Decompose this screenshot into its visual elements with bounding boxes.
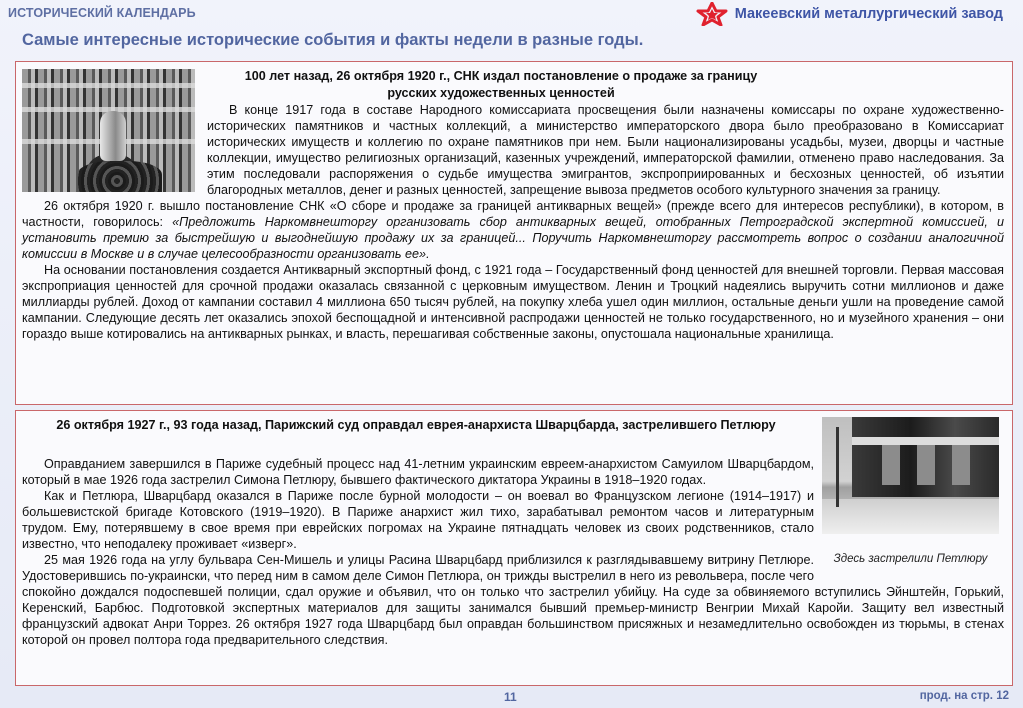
article-1-paragraph-2-text: 26 октября 1920 г. вышло постановление СНК «О сборе и продаже за границей антикварных вещей» (прежде всего для интересов республики), в котором, в частности, говорилось: (22, 199, 1004, 229)
page-number: 11 (504, 690, 517, 704)
brand (695, 2, 1003, 26)
article-1-body (22, 102, 1004, 342)
star-logo-icon (695, 2, 729, 26)
brand-name: Макеевский металлургический завод (734, 6, 1003, 22)
article-1-paragraph-1: В конце 1917 года в составе Народного комиссариата просвещения были назначены комиссары по охране художественно-исторических памятников и частных коллекций, а министерство императорского двора было преобразовано в Комиссариат исторических имуществ и коллегию по охране памятников при нем. Были национализированы усадьбы, музеи, дворцы и частные коллекции, имущество религиозных организаций, казенных учреждений, императорской фамилии, отменено право наследования. За этим последовали распоряжения о судьбе имущества эмигрантов, экспроприированных и бесхозных ценностей, об изъятии благородных металлов, денег и разных ценностей, запрещение вывоза предметов особого культурного значения за границу. (207, 103, 1004, 197)
article-1-paragraph-3: На основании постановления создается Антикварный экспортный фонд, с 1921 года – Государственный фонд ценностей для внешней торговли. Первая массовая экспроприация ценностей для срочной продажи оказалась связанной с церковным имуществом. Ленин и Троцкий надеялись выручить сотни миллионов и даже миллиарды рублей. Доход от кампании составил 4 миллиона 650 тысяч рублей, на покупку хлеба ушел один миллион, остальные деньги ушли на проведение самой кампании. Следующие десять лет оказались эпохой беспощадной и интенсивной распродажи ценностей не только государственного, но и музейного хранения – они гораздо выше котировались на антикварных рынках, и власть, перешагивая собственные законы, опустошала национальные хранилища. (22, 263, 1004, 341)
article-2 (15, 410, 1013, 686)
article-1-quote: «Предложить Наркомвнешторгу организовать сбор антикварных вещей, отобранных Петроградской экспертной комиссией, и установить премию за быстрейшую и выгоднейшую продажу их за границей... Поручить Наркомвнешторгу рассмотреть вопрос о создании аналогичной комиссии в Москве и в случае целесообразности организовать ее». (22, 215, 1004, 261)
section-label: ИСТОРИЧЕСКИЙ КАЛЕНДАРЬ (8, 6, 196, 20)
article-1 (15, 61, 1013, 405)
article-2-paragraph-1: Оправданием завершился в Париже судебный процесс над 41-летним украинским евреем-анархистом Самуилом Шварцбардом, который в мае 1926 года застрелил Симона Петлюру, бывшего фактического диктатора Украины в 1918–1920 годах. (22, 457, 814, 487)
article-2-body (22, 456, 1004, 648)
photo-caption: Здесь застрелили Петлюру (833, 553, 988, 565)
article-2-heading: 26 октября 1927 г., 93 года назад, Парижский суд оправдал еврея-анархиста Шварцбарда, застрелившего Петлюру (56, 418, 776, 432)
page-title: Самые интересные исторические события и факты недели в разные годы. (22, 31, 644, 49)
article-2-paragraph-2: Как и Петлюра, Шварцбард оказался в Париже после бурной молодости – он воевал во Французском легионе (1914–1917) и большевистской бригаде Котовского (1919–1920). В Париже анархист жил тихо, зарабатывал ремонтом часов и литературным трудом. Ему, потерявшему в свое время при еврейских погромах на Украине пятнадцать человек из своих родственников, стало известно, что неподалеку проживает «изверг». (22, 489, 814, 551)
article-1-heading: 100 лет назад, 26 октября 1920 г., СНК издал постановление о продаже за границу русских художественных ценностей (244, 69, 758, 100)
article-2-paragraph-3: 25 мая 1926 года на углу бульвара Сен-Мишель и улицы Расина Шварцбард приблизился к разглядывавшему витрину Петлюре. Удостоверившись по-украински, что перед ним в самом деле Симон Петлюра, он трижды выстрелил в него из револьвера, после чего спокойно дождался подоспевшей полиции, сдал оружие и объявил, что он только что застрелил убийцу. На суде за обвиняемого вступились Эйнштейн, Горький, Керенский, Барбюс. Подготовкой экспертных материалов для защиты занимался бывший премьер-министр Венгрии Михай Каройи. Защиту вел известный французский адвокат Анри Торрез. 26 октября 1927 года Шварцбард был оправдан большинством присяжных и незамедлительно освобожден из тюрьмы, в стенах которой он провел полтора года предварительного следствия. (22, 553, 1004, 647)
continued-link[interactable]: прод. на стр. 12 (919, 690, 1009, 702)
article-1-paragraph-2 (22, 198, 1004, 262)
